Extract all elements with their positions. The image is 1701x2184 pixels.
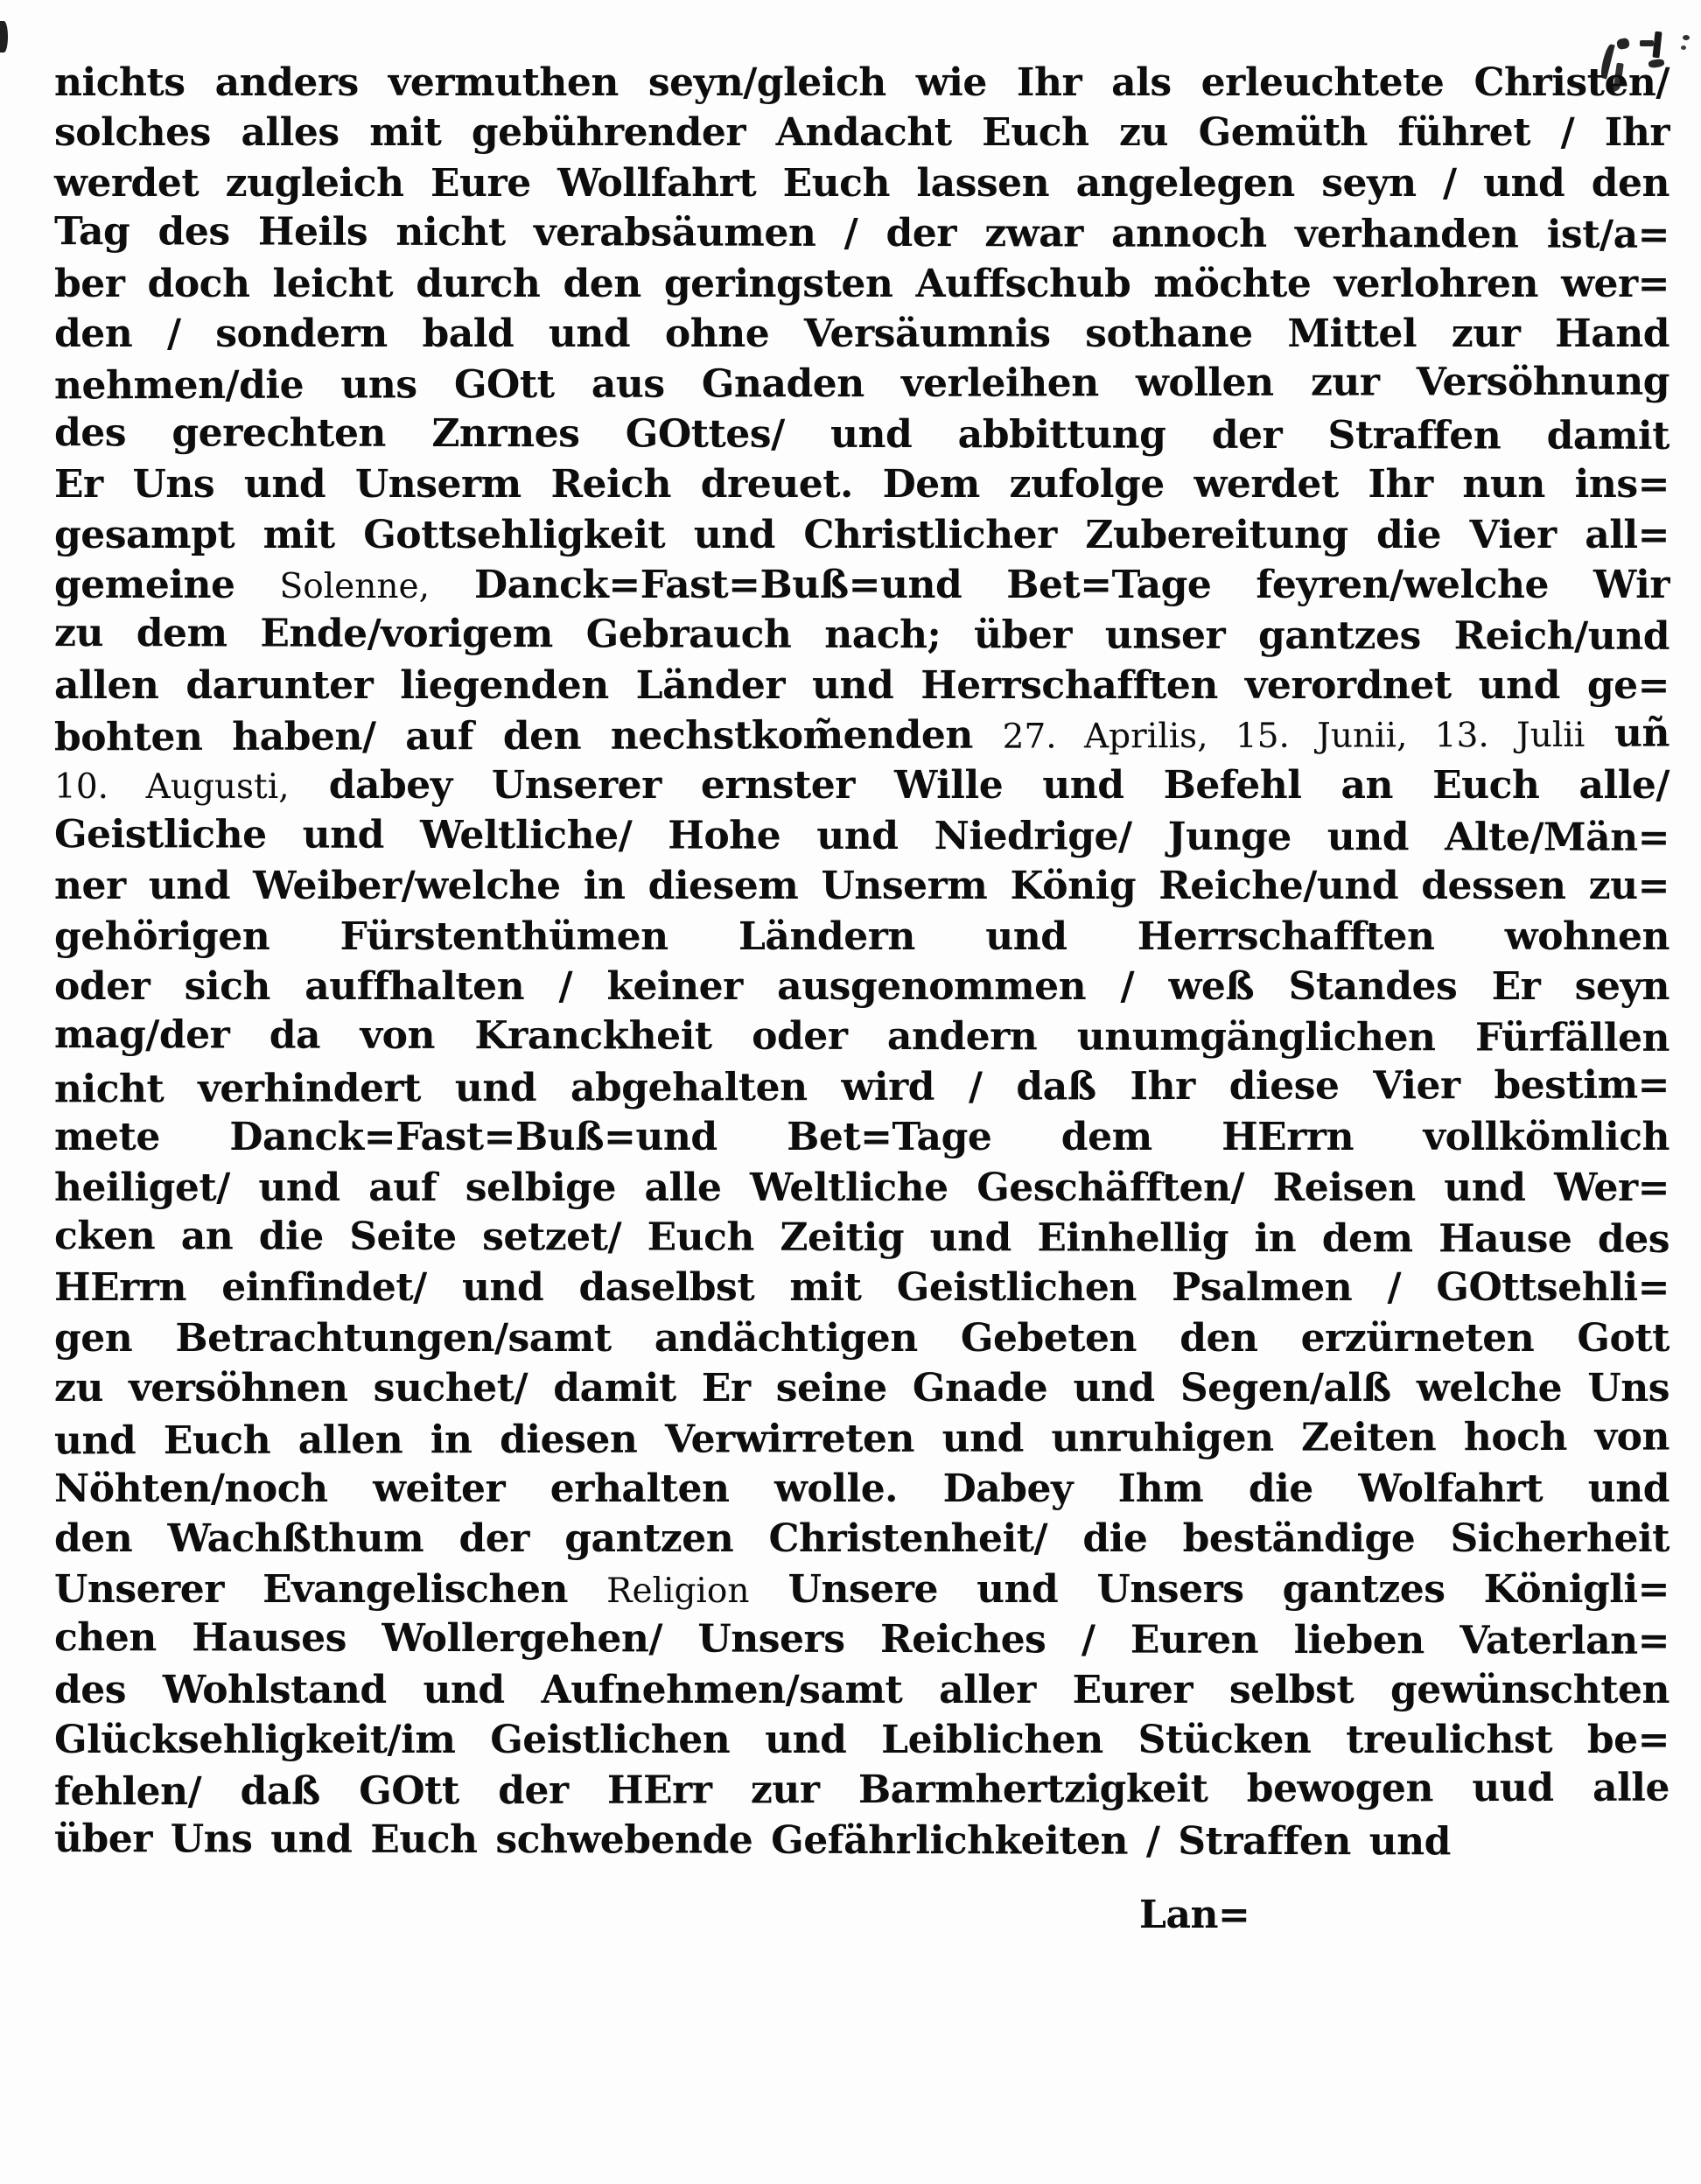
text-line (54, 1613, 1670, 1666)
text-line (54, 1163, 1670, 1213)
fraktur-text: ber doch leicht durch den geringsten Auffschub möchte verlohren wer= (54, 261, 1670, 306)
fraktur-text: cken an die Seite setzet/ Euch Zeitig und Einhellig in dem Hause des (53, 1214, 1670, 1262)
fraktur-text: über Uns und Euch schwebende Gefährlichkeiten / Straffen und (53, 1816, 1452, 1865)
fraktur-text: heiliget/ und auf selbige alle Weltliche Geschäfften/ Reisen und Wer= (54, 1165, 1670, 1210)
ink-smudge (1616, 38, 1630, 51)
ink-smudge (1681, 46, 1686, 50)
text-line (54, 1564, 1670, 1614)
fraktur-text: gesampt mit Gottsehligkeit und Christlicher Zubereitung die Vier all= (54, 512, 1670, 557)
text-line (54, 709, 1670, 763)
text-line (54, 560, 1670, 610)
body-text (54, 58, 1670, 1940)
text-line (54, 1363, 1670, 1413)
text-line (54, 1211, 1670, 1264)
antiqua-text: Religion (606, 1571, 750, 1611)
fraktur-text: solches alles mit gebührender Andacht Euch zu Gemüth führet / Ihr (54, 110, 1670, 156)
text-line (54, 1313, 1670, 1363)
text-line (54, 809, 1670, 863)
fraktur-text: Danck=Fast=Buß=und Bet=Tage feyren/welche Wir (429, 562, 1670, 607)
fraktur-text: HErrn einfindet/ und daselbst mit Geistlichen Psalmen / GOttsehli= (54, 1265, 1670, 1311)
fraktur-text: uñ (1585, 710, 1670, 756)
fraktur-text: nichts anders vermuthen seyn/gleich wie Ihr als erleuchtete Christen/ (54, 60, 1670, 105)
text-line (54, 206, 1670, 260)
text-line (54, 1010, 1670, 1063)
text-line (54, 861, 1670, 911)
fraktur-text: ner und Weiber/welche in diesem Unserm König Reiche/und dessen zu= (54, 864, 1670, 909)
text-line (54, 1060, 1670, 1114)
text-line (54, 510, 1670, 560)
ink-smudge (1652, 32, 1662, 59)
fraktur-text: mag/der da von Kranckheit oder andern unumgänglichen Fürfällen (53, 1012, 1670, 1061)
text-line (54, 408, 1670, 461)
text-line (54, 158, 1670, 208)
fraktur-text: Tag des Heils nicht verabsäumen / der zwar annoch verhanden ist/a= (53, 209, 1670, 258)
ink-smudge (1683, 35, 1690, 40)
text-line (54, 1715, 1670, 1765)
fraktur-text: nehmen/die uns GOtt aus Gnaden verleihen wollen zur Versöhnung (53, 359, 1670, 409)
fraktur-text: chen Hauses Wollergehen/ Unsers Reiches / Euren lieben Vaterlan= (53, 1615, 1670, 1664)
fraktur-text: und Euch allen in diesen Verwirreten und unruhigen Zeiten hoch von (53, 1414, 1670, 1463)
ink-smudge (1640, 40, 1654, 46)
fraktur-text: gehörigen Fürstenthümen Ländern und Herrschafften wohnen (54, 914, 1670, 959)
fraktur-text: Geistliche und Weltliche/ Hohe und Niedrige/ Junge und Alte/Män= (53, 811, 1670, 860)
fraktur-text: den / sondern bald und ohne Versäumnis sothane Mittel zur Hand (54, 311, 1670, 356)
text-line (54, 1763, 1670, 1817)
fraktur-text: Nöhten/noch weiter erhalten wolle. Dabey Ihm die Wolfahrt und (54, 1466, 1670, 1511)
antiqua-text: 27. Aprilis, 15. Junii, 13. Julii (1002, 715, 1586, 757)
text-line (54, 760, 1670, 810)
text-line (54, 962, 1670, 1012)
antiqua-text: Solenne, (279, 566, 430, 606)
text-line (54, 1665, 1670, 1715)
catchword: Lan= (1139, 1893, 1250, 1938)
fraktur-text: Unsere und Unsers gantzes Königli= (749, 1566, 1670, 1612)
fraktur-text: gemeine (54, 562, 280, 607)
text-line (54, 58, 1670, 108)
antiqua-text: 10. Augusti, (54, 767, 290, 808)
text-lines (54, 58, 1670, 1866)
text-line (54, 661, 1670, 710)
fraktur-text: Er Uns und Unserm Reich dreuet. Dem zufolge werdet Ihr nun ins= (54, 462, 1670, 508)
fraktur-text: Unserer Evangelischen (54, 1566, 607, 1612)
text-line (54, 1263, 1670, 1312)
ink-speck (0, 21, 8, 52)
fraktur-text: des gerechten Znrnes GOttes/ und abbittung der Straffen damit (53, 410, 1670, 458)
text-line (54, 1814, 1670, 1867)
fraktur-text: nicht verhindert und abgehalten wird / daß Ihr diese Vier bestim= (53, 1062, 1670, 1112)
text-line (54, 309, 1670, 359)
fraktur-text: oder sich auffhalten / keiner ausgenommen / weß Standes Er seyn (54, 964, 1670, 1010)
fraktur-text: den Wachßthum der gantzen Christenheit/ die beständige Sicherheit (54, 1516, 1670, 1562)
fraktur-text: mete Danck=Fast=Buß=und Bet=Tage dem HErrn vollkömlich (54, 1115, 1670, 1160)
fraktur-text: bohten haben/ auf den nechstkom̃enden (53, 712, 1003, 760)
fraktur-text: fehlen/ daß GOtt der HErr zur Barmhertzigkeit bewogen uud alle (53, 1765, 1670, 1815)
fraktur-text: gen Betrachtungen/samt andächtigen Gebeten den erzürneten Gott (54, 1315, 1670, 1361)
fraktur-text: allen darunter liegenden Länder und Herrschafften verordnet und ge= (54, 662, 1670, 708)
fraktur-text: zu dem Ende/vorigem Gebrauch nach; über unser gantzes Reich/und (53, 611, 1670, 660)
text-line (54, 1464, 1670, 1514)
fraktur-text: zu versöhnen suchet/ damit Er seine Gnade und Segen/alß welche Uns (54, 1366, 1670, 1411)
fraktur-text: Glücksehligkeit/im Geistlichen und Leiblichen Stücken treulichst be= (54, 1717, 1670, 1762)
text-line (54, 357, 1670, 411)
text-line (54, 1112, 1670, 1162)
text-line (54, 1514, 1670, 1564)
text-line (54, 912, 1670, 962)
fraktur-text: werdet zugleich Eure Wollfahrt Euch lassen angelegen seyn / und den (54, 160, 1670, 206)
text-line (54, 1411, 1670, 1466)
text-line (54, 259, 1670, 309)
text-line (54, 459, 1670, 509)
text-line (54, 608, 1670, 662)
fraktur-text: dabey Unserer ernster Wille und Befehl an Euch alle/ (289, 763, 1670, 808)
fraktur-text: des Wohlstand und Aufnehmen/samt aller Eurer selbst gewünschten (54, 1667, 1670, 1712)
text-line (54, 108, 1670, 158)
